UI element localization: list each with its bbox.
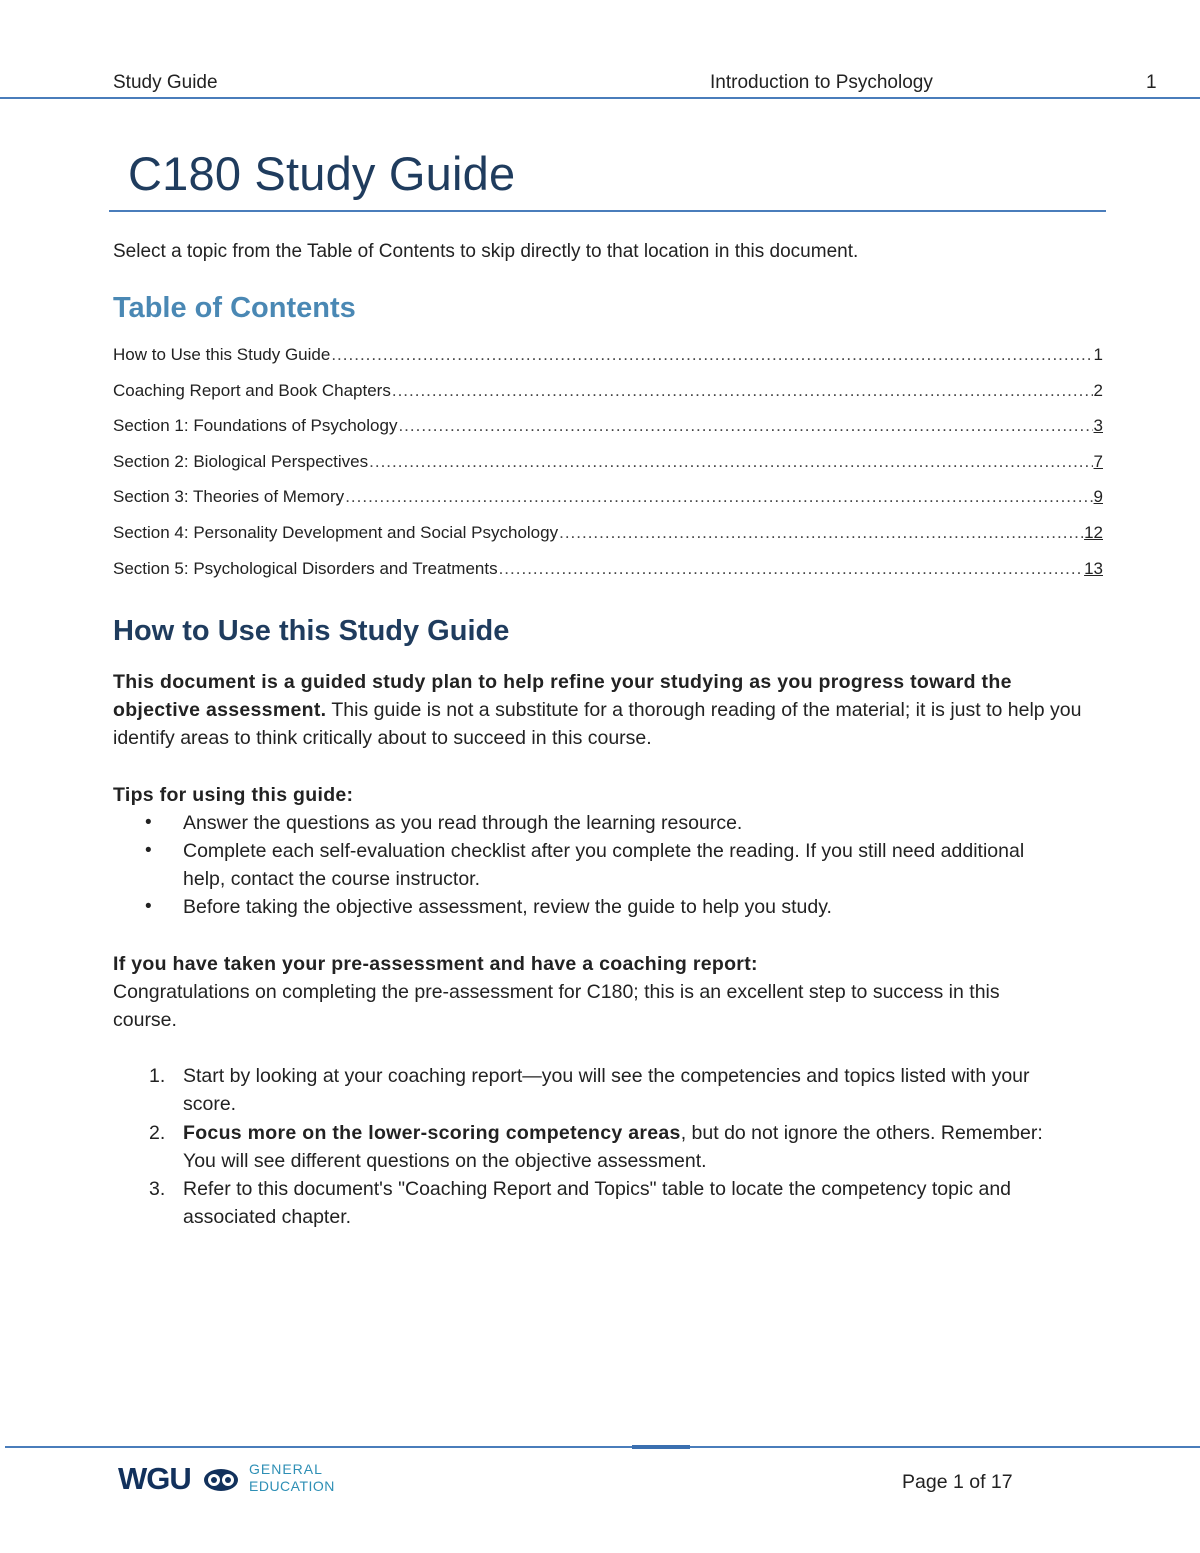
intro-paragraph [113,668,1098,753]
header-doc-type: Study Guide [113,72,218,93]
step-number: 1. [149,1065,166,1088]
list-item [113,809,1063,837]
tip-text: Before taking the objective assessment, review the guide to help you study. [183,896,832,919]
toc-leader-dots [345,487,1092,507]
steps-list [113,1062,1098,1231]
toc-entry-section-4[interactable] [113,523,1103,559]
toc-entry-page-link[interactable]: 13 [1084,558,1103,578]
header-page-number: 1 [1146,72,1157,93]
spacer [113,922,1098,950]
toc-entry-coaching-report[interactable] [113,381,1103,417]
toc-entry-page-link[interactable]: 9 [1093,487,1103,507]
toc-entry-title: Section 4: Personality Development and Social Psychology [113,522,559,542]
toc-leader-dots [398,416,1092,436]
toc-leader-dots [369,452,1092,472]
toc-leader-dots [331,345,1092,365]
owl-icon [204,1469,238,1491]
toc-entry-page: 1 [1093,345,1103,364]
toc-entry-title: Section 1: Foundations of Psychology [113,416,398,436]
step-text-bold: Focus more on the lower-scoring competency areas [183,1121,681,1144]
toc-entry-page: 2 [1093,380,1103,400]
toc-entry-page-link[interactable]: 12 [1084,522,1103,542]
list-item [113,1175,1033,1231]
toc-entry-section-3[interactable] [113,487,1103,523]
coaching-heading [113,950,1098,978]
how-to-use-body [113,668,1098,1231]
logo-sub-general: GENERAL [249,1461,323,1477]
tips-heading [113,781,1098,809]
list-item [113,1119,1078,1175]
tip-text: Answer the questions as you read through the learning resource. [183,811,743,834]
step-text: Start by looking at your coaching report—you will see the competencies and topics listed with your score. [183,1065,1030,1116]
running-header [0,70,1200,99]
spacer [113,753,1098,781]
toc-leader-dots [392,381,1093,401]
footer-divider-accent [632,1445,690,1449]
list-item [113,1062,1078,1118]
list-item [113,893,1063,921]
tips-heading-text: Tips for using this guide: [113,783,354,806]
intro-paragraph-bold: This document is a guided study plan to help refine your studying as you progress toward the objective assessment. [113,671,1012,722]
toc-entry-title: Section 2: Biological Perspectives [113,451,369,471]
bullet-icon: • [145,896,152,918]
bullet-icon: • [145,840,152,862]
toc-leader-dots [499,559,1084,579]
step-number: 3. [149,1178,166,1201]
step-number: 2. [149,1121,166,1144]
toc-entry-section-1[interactable] [113,416,1103,452]
step-text: , but do not ignore the others. Remember: You will see different questions on the objective assessment. [183,1121,1043,1172]
header-course-name: Introduction to Psychology [710,72,933,93]
title-divider [109,210,1106,212]
intro-paragraph-rest: This guide is not a substitute for a thorough reading of the material; it is just to help you identify areas to think critically about to succeed in this course. [113,699,1082,750]
bullet-icon: • [145,811,152,833]
logo-sub-education: EDUCATION [249,1478,335,1494]
tips-list [113,809,1098,922]
toc-entry-how-to-use[interactable] [113,345,1103,381]
table-of-contents [113,345,1103,594]
toc-entry-title: How to Use this Study Guide [113,345,331,364]
logo-wordmark: WGU [118,1461,191,1496]
toc-leader-dots [559,523,1083,543]
page-title: C180 Study Guide [128,147,516,200]
toc-entry-title: Coaching Report and Book Chapters [113,380,391,400]
toc-entry-title: Section 5: Psychological Disorders and Treatments [113,558,498,578]
intro-text: Select a topic from the Table of Contents to skip directly to that location in this document. [113,241,859,262]
toc-entry-section-5[interactable] [113,559,1103,595]
footer-page-indicator: Page 1 of 17 [902,1471,1013,1493]
spacer [113,1034,1098,1062]
footer-divider [5,1446,1200,1448]
list-item [113,837,1063,893]
step-text: Refer to this document's "Coaching Report and Topics" table to locate the competency topic and associated chapter. [183,1178,1012,1229]
toc-entry-section-2[interactable] [113,452,1103,488]
tip-text: Complete each self-evaluation checklist after you complete the reading. If you still need additional help, contact the course instructor. [183,840,1025,891]
toc-entry-page-link[interactable]: 7 [1093,451,1103,471]
toc-entry-page-link[interactable]: 3 [1093,416,1103,436]
toc-entry-title: Section 3: Theories of Memory [113,487,345,507]
wgu-general-education-logo [118,1458,338,1498]
section-heading-how-to-use: How to Use this Study Guide [113,615,510,647]
coaching-paragraph: Congratulations on completing the pre-assessment for C180; this is an excellent step to success in this course. [113,980,1000,1032]
coaching-heading-text: If you have taken your pre-assessment and have a coaching report: [113,952,758,975]
toc-heading: Table of Contents [113,292,356,324]
